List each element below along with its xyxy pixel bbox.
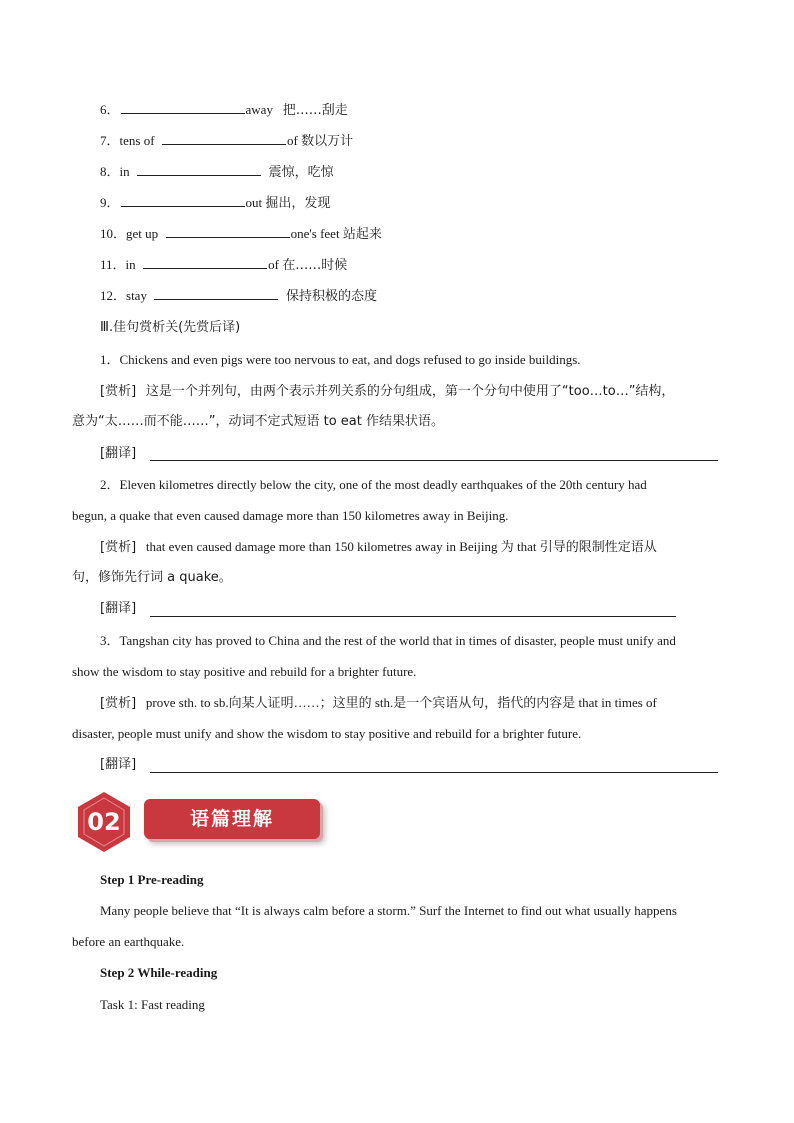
phrase-item-12: 12．stay 保持积极的态度 (100, 288, 377, 304)
translate-input-2[interactable] (150, 615, 676, 617)
answer-blank[interactable] (166, 225, 290, 238)
analysis-2-line-2: 句，修饰先行词 a quake。 (72, 570, 232, 585)
analysis-3-line-2: disaster, people must unify and show the wisdom to stay positive and rebuild for a brighter future. (72, 726, 582, 741)
section-title-banner: 语篇理解 (144, 799, 320, 839)
analysis-1-line-2: 意为“太……而不能……”，动词不定式短语 to eat 作结果状语。 (72, 414, 444, 429)
analysis-2-line-1: [赏析] that even caused damage more than 150 kilometres away in Beijing 为 that 引导的限制性定语从 (100, 539, 657, 555)
step-1-text-line-1: Many people believe that “It is always calm before a storm.” Surf the Internet to find out what usually happens (100, 903, 677, 918)
sentence-2-line-2: begun, a quake that even caused damage more than 150 kilometres away in Beijing. (72, 508, 509, 523)
translate-input-1[interactable] (150, 459, 718, 461)
translate-input-3[interactable] (150, 771, 718, 773)
answer-blank[interactable] (162, 132, 286, 145)
sentence-2-line-1: 2．Eleven kilometres directly below the city, one of the most deadly earthquakes of the 20th century had (100, 477, 647, 492)
translate-label-2: [翻译] (100, 601, 137, 616)
task-1-label: Task 1: Fast reading (100, 997, 205, 1012)
answer-blank[interactable] (154, 287, 278, 300)
translate-label-3: [翻译] (100, 757, 137, 772)
phrase-item-7: 7．tens of of 数以万计 (100, 133, 354, 149)
answer-blank[interactable] (137, 163, 261, 176)
analysis-3-line-1: [赏析] prove sth. to sb.向某人证明……；这里的 sth.是一个宾语从句，指代的内容是 that in times of (100, 695, 657, 711)
step-1-text-line-2: before an earthquake. (72, 934, 185, 949)
step-1-title: Step 1 Pre-reading (100, 872, 204, 887)
phrase-item-8: 8．in 震惊，吃惊 (100, 164, 334, 180)
answer-blank[interactable] (121, 194, 245, 207)
phrase-item-11: 11．in of 在……时候 (100, 257, 348, 273)
phrase-item-10: 10．get up one's feet 站起来 (100, 226, 382, 242)
sentence-3-line-2: show the wisdom to stay positive and rebuild for a brighter future. (72, 664, 417, 679)
section-number: 02 (87, 808, 121, 836)
phrase-item-9: 9． out 掘出，发现 (100, 195, 331, 211)
step-2-title: Step 2 While-reading (100, 965, 218, 980)
section-3-title: Ⅲ.佳句赏析关(先赏后译) (100, 320, 241, 335)
translate-label-1: [翻译] (100, 446, 137, 461)
sentence-1: 1．Chickens and even pigs were too nervous to eat, and dogs refused to go inside buildings. (100, 352, 581, 367)
sentence-3-line-1: 3．Tangshan city has proved to China and the rest of the world that in times of disaster, people must unify and (100, 633, 676, 648)
section-badge (72, 790, 332, 854)
phrase-item-6: 6． away 把……刮走 (100, 102, 348, 118)
analysis-1-line-1: [赏析] 这是一个并列句，由两个表示并列关系的分句组成，第一个分句中使用了“too…to…”结构， (100, 384, 675, 399)
answer-blank[interactable] (121, 101, 245, 114)
answer-blank[interactable] (143, 256, 267, 269)
